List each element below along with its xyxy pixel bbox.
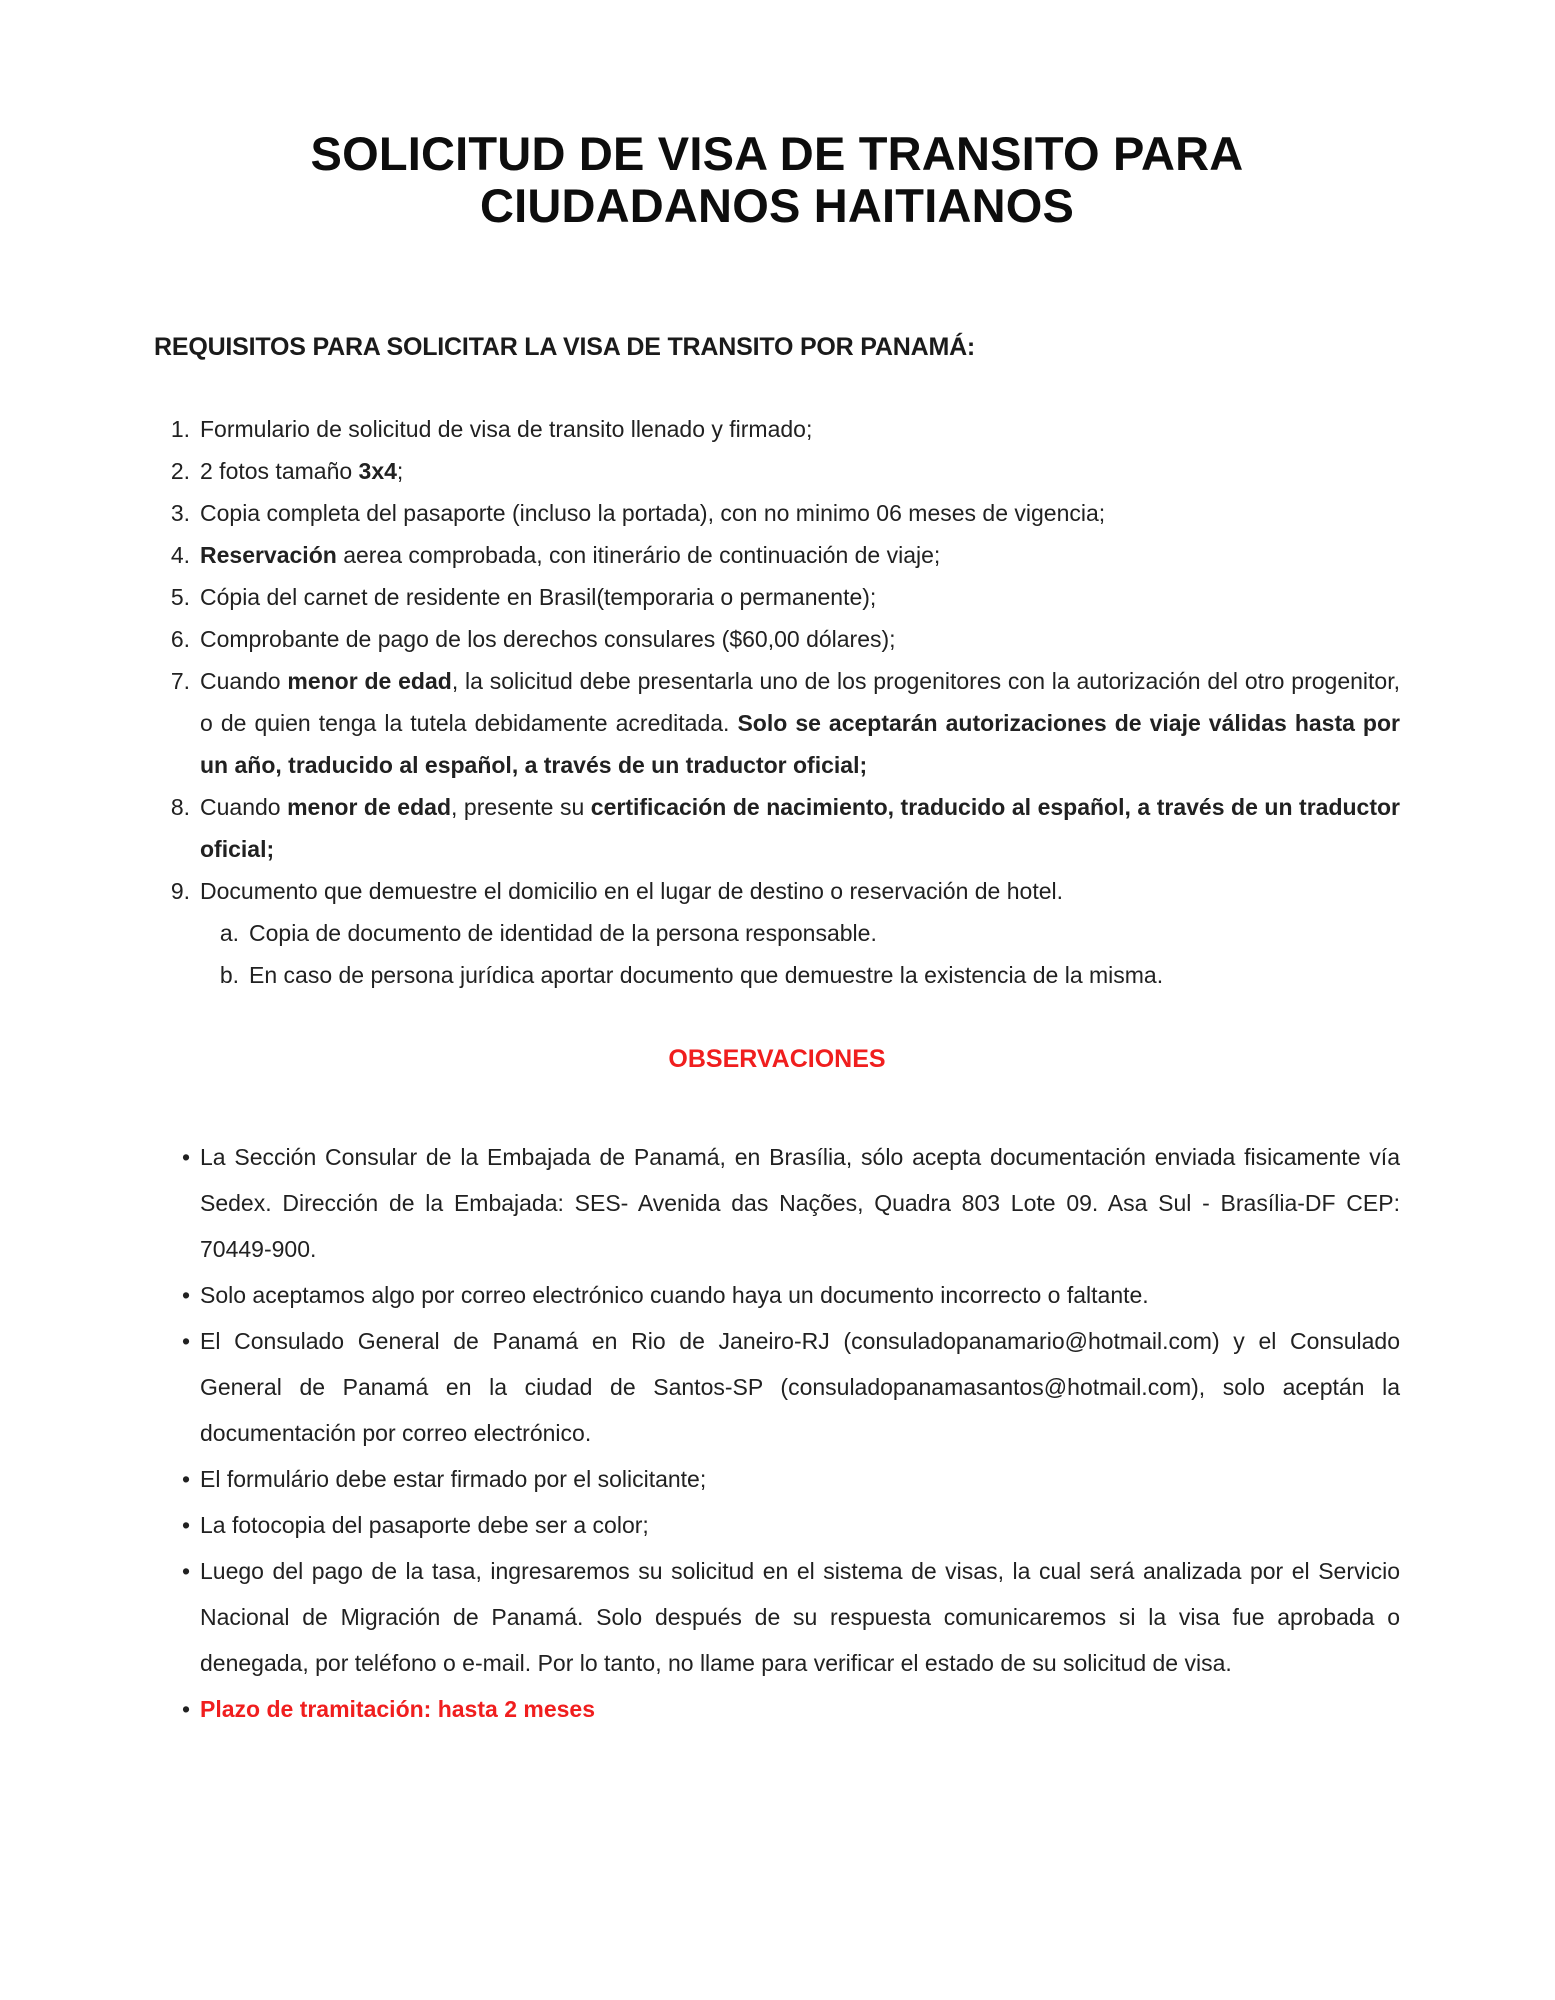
text-run: Solo se aceptarán autorizaciones de viaje válidas hasta por un año, traducido al español, a través de un traductor oficial; [200,710,1400,778]
requirement-item [154,492,1400,534]
bullet-icon: • [181,1144,190,1170]
text-run: La Sección Consular de la Embajada de Panamá, en Brasília, sólo acepta documentación enviada fisicamente vía Sedex. Dirección de la Embajada: SES- Avenida das Nações, Quadra 803 Lote 09. Asa Sul - Brasília-DF CEP: 70449-900. [200,1144,1400,1262]
requirement-item-text [200,786,1400,870]
text-run: El Consulado General de Panamá en Rio de Janeiro-RJ (consuladopanamario@hotmail.com) y el Consulado General de Panamá en la ciudad de Santos-SP (consuladopanamasantos@hotmail.com), solo aceptán la documentación por correo electrónico. [200,1328,1400,1446]
text-run: aerea comprobada, con itinerário de continuación de viaje; [336,542,941,568]
document-title-line2: CIUDADANOS HAITIANOS [479,179,1075,232]
observations-heading: OBSERVACIONES [668,1045,886,1073]
requirement-item-text [200,450,1400,492]
text-run: ; [396,458,404,484]
text-run: Plazo de tramitación: hasta 2 meses [200,1696,595,1722]
text-run: Comprobante de pago de los derechos consulares ($60,00 dólares); [200,626,896,652]
text-run: menor de edad [287,794,451,820]
text-run: , presente su [451,794,591,820]
item-marker: a. [219,920,239,946]
observation-item [154,1134,1400,1272]
observation-item [154,1686,1400,1732]
text-run: Cópia del carnet de residente en Brasil(temporaria o permanente); [200,584,877,610]
requirement-item-text [249,954,1400,996]
requirement-item [154,954,1400,996]
requirement-item-text [200,492,1400,534]
text-run: Documento que demuestre el domicilio en el lugar de destino o reservación de hotel. [200,878,1064,904]
item-marker: 3. [170,500,190,526]
text-run: El formulário debe estar firmado por el solicitante; [200,1466,707,1492]
text-run: Cuando [200,794,288,820]
requirement-item [154,912,1400,954]
text-run: 3x4 [358,458,397,484]
requirement-item-text [200,870,1400,912]
text-run: Copia de documento de identidad de la persona responsable. [249,920,877,946]
text-run: certificación de nacimiento, traducido al español, a través de un traductor oficial; [200,794,1400,862]
requirement-item [154,660,1400,786]
observation-item-text [200,1272,1400,1318]
observation-item [154,1548,1400,1686]
text-run: Reservación [200,542,337,568]
requirement-item [154,618,1400,660]
requirement-item [154,870,1400,912]
observation-item-text [200,1456,1400,1502]
text-run: Copia completa del pasaporte (incluso la portada), con no minimo 06 meses de vigencia; [200,500,1106,526]
observation-item-text [200,1318,1400,1456]
observation-item-text [200,1502,1400,1548]
item-marker: 1. [170,416,190,442]
observations-list [154,1134,1400,1732]
bullet-icon: • [181,1512,190,1538]
text-run: En caso de persona jurídica aportar documento que demuestre la existencia de la misma. [249,962,1164,988]
document-title-line1: SOLICITUD DE VISA DE TRANSITO PARA [310,127,1244,180]
requirements-list [154,408,1400,996]
requirement-item-text [249,912,1400,954]
observation-item-text [200,1134,1400,1272]
requirement-item-text [200,576,1400,618]
bullet-icon: • [181,1328,190,1354]
requirement-item-text [200,660,1400,786]
text-run: La fotocopia del pasaporte debe ser a color; [200,1512,649,1538]
observation-item [154,1318,1400,1456]
observation-item [154,1272,1400,1318]
observation-item [154,1502,1400,1548]
item-marker: 8. [170,794,190,820]
bullet-icon: • [181,1696,190,1722]
observation-item-text [200,1548,1400,1686]
document-title [154,128,1400,232]
requirement-item [154,534,1400,576]
requirement-item [154,408,1400,450]
requirement-item-text [200,618,1400,660]
requirement-item-text [200,534,1400,576]
item-marker: 7. [170,668,190,694]
item-marker: 5. [170,584,190,610]
text-run: Luego del pago de la tasa, ingresaremos su solicitud en el sistema de visas, la cual será analizada por el Servicio Nacional de Migración de Panamá. Solo después de su respuesta comunicaremos si la visa fue aprobada o denegada, por teléfono o e-mail. Por lo tanto, no llame para verificar el estado de su solicitud de visa. [200,1558,1400,1676]
text-run: 2 fotos tamaño [200,458,359,484]
requirement-item [154,450,1400,492]
item-marker: 9. [170,878,190,904]
text-run: , la solicitud debe presentarla uno de los progenitores con la autorización del otro progenitor, o de quien tenga la tutela debidamente acreditada. [200,668,1400,736]
bullet-icon: • [181,1282,190,1308]
requirement-item [154,786,1400,870]
item-marker: 4. [170,542,190,568]
observation-item-text [200,1686,1400,1732]
text-run: Formulario de solicitud de visa de transito llenado y firmado; [200,416,813,442]
text-run: Cuando [200,668,288,694]
bullet-icon: • [181,1466,190,1492]
requirement-item-text [200,408,1400,450]
item-marker: 2. [170,458,190,484]
requirement-item [154,576,1400,618]
item-marker: 6. [170,626,190,652]
item-marker: b. [219,962,239,988]
observation-item [154,1456,1400,1502]
text-run: menor de edad [287,668,452,694]
bullet-icon: • [181,1558,190,1584]
requirements-heading: REQUISITOS PARA SOLICITAR LA VISA DE TRANSITO POR PANAMÁ: [154,333,976,361]
text-run: Solo aceptamos algo por correo electrónico cuando haya un documento incorrecto o faltante. [200,1282,1149,1308]
